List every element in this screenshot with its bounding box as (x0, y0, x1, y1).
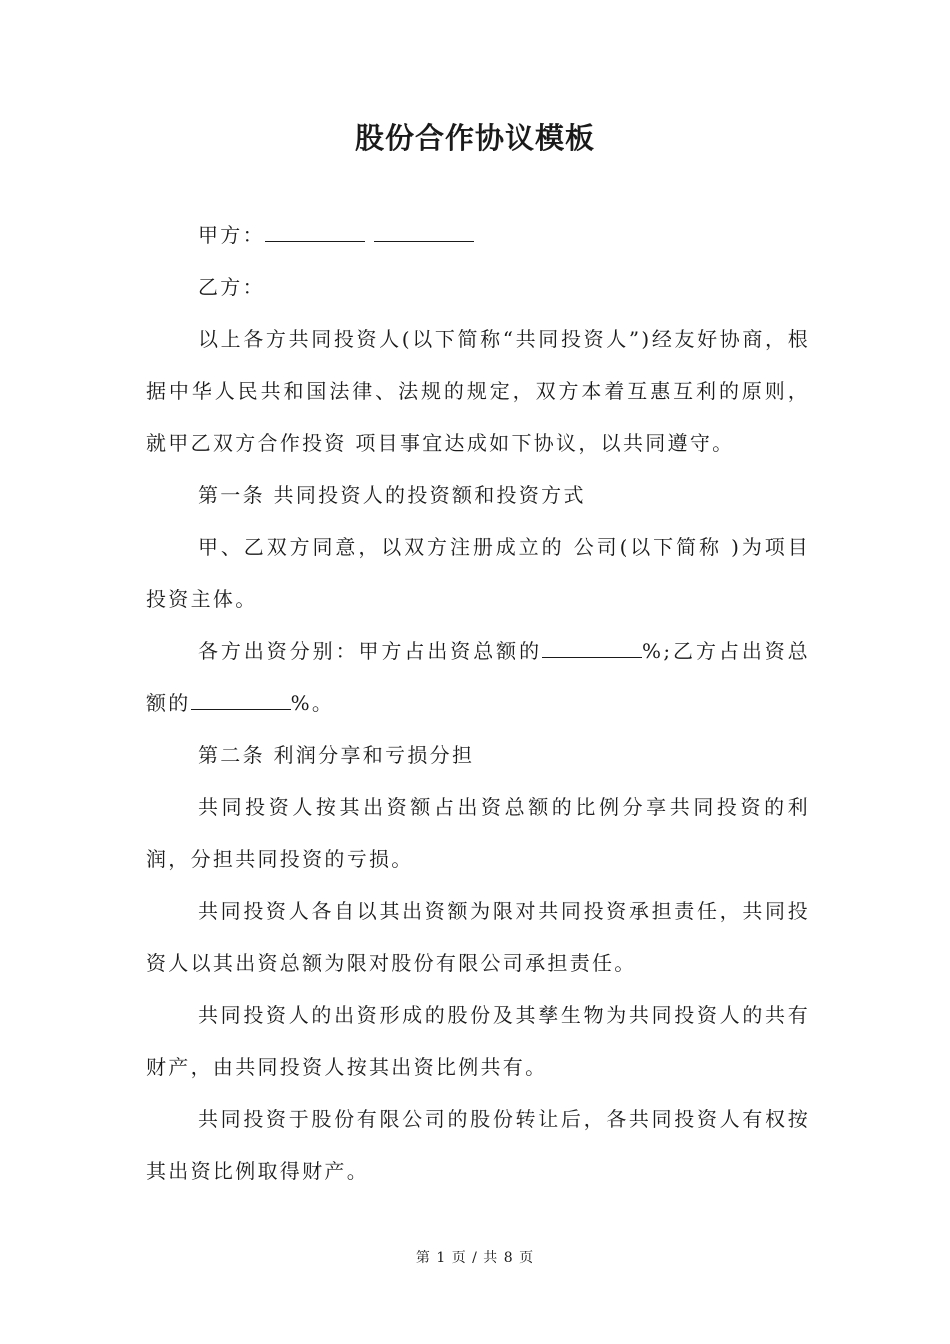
paragraph-profit-sharing: 共同投资人按其出资额占出资总额的比例分享共同投资的利润，分担共同投资的亏损。 (146, 795, 810, 871)
party-a-label: 甲方： (198, 223, 265, 247)
document-body (146, 209, 810, 1197)
party-b-line (146, 261, 810, 313)
contribution-text-c: %。 (290, 691, 335, 715)
intro-paragraph: 以上各方共同投资人(以下简称“共同投资人”)经友好协商，根据中华人民共和国法律、法规的规定，双方本着互惠互利的原则，就甲乙双方合作投资 项目事宜达成如下协议，以共同遵守。 (146, 327, 810, 455)
party-a-percent-blank (542, 634, 642, 658)
page-footer (0, 1247, 950, 1267)
footer-prefix: 第 (415, 1250, 431, 1266)
paragraph-liability: 共同投资人各自以其出资额为限对共同投资承担责任，共同投资人以其出资总额为限对股份有限公司承担责任。 (146, 899, 810, 975)
paragraph-joint-property: 共同投资人的出资形成的股份及其孳生物为共同投资人的共有财产，由共同投资人按其出资比例共有。 (146, 1003, 810, 1079)
total-pages: 8 (503, 1250, 514, 1266)
party-a-blank-1 (265, 218, 365, 242)
party-b-label: 乙方： (198, 275, 265, 299)
article-1-heading: 第一条 共同投资人的投资额和投资方式 (198, 483, 586, 507)
page-number: 1 (436, 1250, 447, 1266)
article-2-heading: 第二条 利润分享和亏损分担 (198, 743, 475, 767)
document-title: 股份合作协议模板 (354, 121, 595, 155)
party-a-blank-2 (374, 218, 474, 242)
party-b-percent-blank (191, 686, 291, 710)
footer-middle: 页 / 共 (451, 1250, 499, 1266)
paragraph-contribution-shares (146, 625, 810, 729)
paragraph-investment-entity: 甲、乙双方同意，以双方注册成立的 公司(以下简称 )为项目投资主体。 (146, 535, 810, 611)
paragraph-share-transfer: 共同投资于股份有限公司的股份转让后，各共同投资人有权按其出资比例取得财产。 (146, 1107, 810, 1183)
footer-suffix: 页 (519, 1250, 535, 1266)
contribution-text-a: 各方出资分别：甲方占出资总额的 (198, 639, 543, 663)
party-a-line (146, 209, 810, 261)
contribution-text-b: %;乙方占出资总额的 (146, 639, 810, 715)
